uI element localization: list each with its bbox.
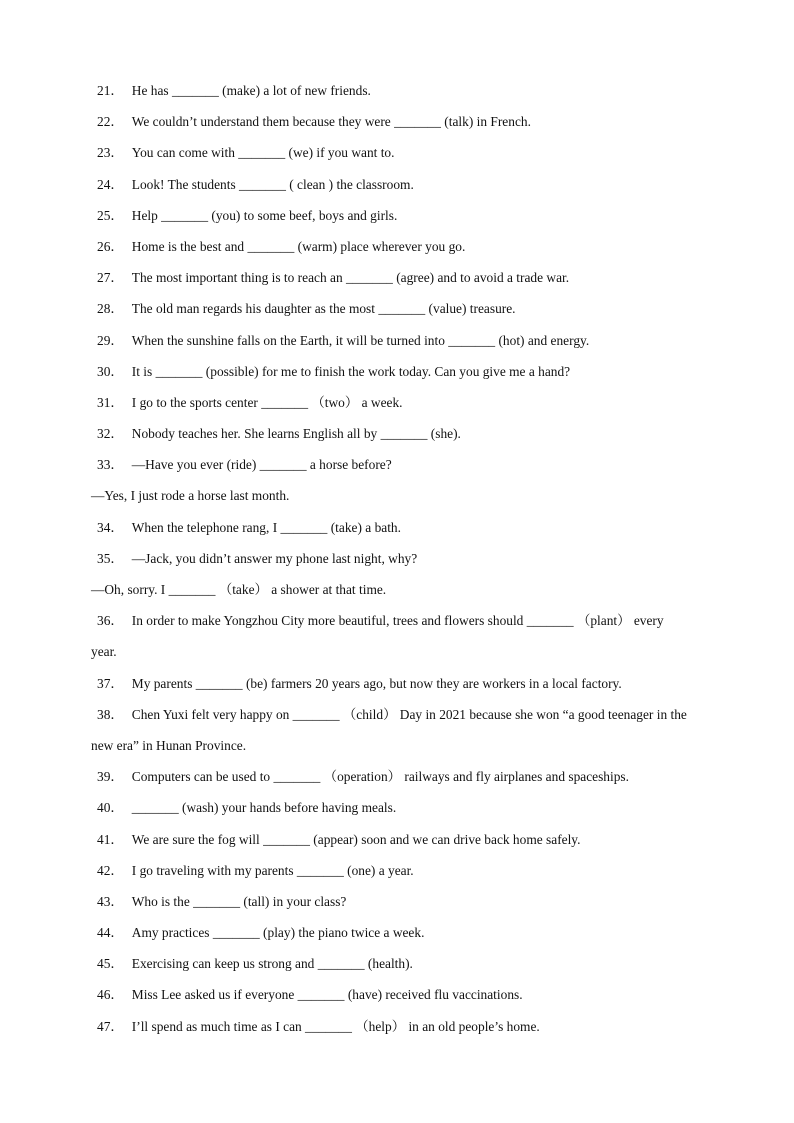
question-number: 28． (97, 301, 124, 317)
question-38-continued (0, 733, 794, 764)
question-40 (0, 795, 794, 826)
question-text: You can come with _______ (we) if you want to. (131, 145, 395, 161)
question-text: When the telephone rang, I _______ (take) a bath. (131, 519, 401, 535)
question-36-continued (0, 639, 794, 670)
question-number: 29． (97, 332, 124, 348)
question-number: 40． (97, 800, 124, 816)
question-23 (0, 140, 794, 171)
question-text: It is _______ (possible) for me to finish the work today. Can you give me a hand? (131, 363, 571, 379)
question-25 (0, 203, 794, 234)
question-22 (0, 109, 794, 140)
question-number: 25． (97, 207, 124, 223)
question-35 (0, 546, 794, 577)
question-37 (0, 671, 794, 702)
question-text: Who is the _______ (tall) in your class? (131, 893, 347, 909)
question-text: Miss Lee asked us if everyone _______ (have) received flu vaccinations. (131, 987, 523, 1003)
question-number: 22． (97, 114, 124, 130)
question-21 (0, 78, 794, 109)
question-number: 44． (97, 925, 124, 941)
question-number: 38． (97, 706, 124, 722)
question-text: Exercising can keep us strong and _______ (health). (131, 956, 413, 972)
question-number: 45． (97, 956, 124, 972)
question-number: 47． (97, 1018, 124, 1034)
question-47 (0, 1014, 794, 1045)
question-number: 30． (97, 363, 124, 379)
worksheet-page (0, 78, 794, 1045)
question-text: We couldn’t understand them because they were _______ (talk) in French. (131, 114, 531, 130)
question-number: 37． (97, 675, 124, 691)
question-46 (0, 982, 794, 1013)
question-number: 46． (97, 987, 124, 1003)
question-text: —Oh, sorry. I _______ （take） a shower at that time. (91, 582, 387, 597)
question-number: 36． (97, 613, 124, 629)
question-text: I’ll spend as much time as I can _______ （help） in an old people’s home. (131, 1018, 540, 1034)
question-text: My parents _______ (be) farmers 20 years ago, but now they are workers in a local factory. (131, 675, 622, 691)
question-number: 34． (97, 519, 124, 535)
question-31 (0, 390, 794, 421)
question-number: 32． (97, 426, 124, 442)
question-number: 23． (97, 145, 124, 161)
question-text: new era” in Hunan Province. (91, 737, 247, 753)
question-41 (0, 827, 794, 858)
question-text: Computers can be used to _______ （operation） railways and fly airplanes and spaceships. (131, 769, 629, 785)
question-number: 35． (97, 550, 124, 566)
question-33 (0, 452, 794, 483)
question-45 (0, 951, 794, 982)
question-number: 31． (97, 394, 124, 410)
question-42 (0, 858, 794, 889)
question-number: 24． (97, 176, 124, 192)
question-number: 26． (97, 238, 124, 254)
question-28 (0, 296, 794, 327)
question-text: When the sunshine falls on the Earth, it will be turned into _______ (hot) and energy. (131, 332, 590, 348)
question-text: Amy practices _______ (play) the piano twice a week. (131, 925, 425, 941)
question-text: I go traveling with my parents _______ (one) a year. (131, 862, 414, 878)
question-27 (0, 265, 794, 296)
question-number: 33． (97, 457, 124, 473)
question-29 (0, 328, 794, 359)
question-number: 21． (97, 83, 124, 98)
question-38 (0, 702, 794, 733)
question-text: He has _______ (make) a lot of new friends. (131, 83, 371, 98)
question-number: 42． (97, 862, 124, 878)
question-text: Look! The students _______ ( clean ) the classroom. (131, 176, 414, 192)
question-text: The old man regards his daughter as the most _______ (value) treasure. (131, 301, 516, 317)
question-43 (0, 889, 794, 920)
question-number: 43． (97, 893, 124, 909)
question-32 (0, 421, 794, 452)
question-text: Home is the best and _______ (warm) place wherever you go. (131, 238, 466, 254)
question-text: Chen Yuxi felt very happy on _______ （child） Day in 2021 because she won “a good teenager in the (131, 706, 687, 722)
question-text: The most important thing is to reach an _______ (agree) and to avoid a trade war. (131, 270, 570, 286)
question-39 (0, 764, 794, 795)
question-35-reply (0, 577, 794, 608)
question-24 (0, 172, 794, 203)
question-text: Nobody teaches her. She learns English all by _______ (she). (131, 426, 461, 442)
question-26 (0, 234, 794, 265)
question-30 (0, 359, 794, 390)
question-33-reply (0, 483, 794, 514)
question-text: —Jack, you didn’t answer my phone last night, why? (131, 550, 418, 566)
question-text: year. (91, 644, 117, 660)
question-text: —Have you ever (ride) _______ a horse before? (131, 457, 392, 473)
question-text: Help _______ (you) to some beef, boys and girls. (131, 207, 398, 223)
question-34 (0, 515, 794, 546)
question-36 (0, 608, 794, 639)
question-text: I go to the sports center _______ （two） a week. (131, 394, 403, 410)
question-text: In order to make Yongzhou City more beautiful, trees and flowers should _______ （plant） every (131, 613, 664, 629)
question-number: 39． (97, 769, 124, 785)
question-text: —Yes, I just rode a horse last month. (91, 488, 290, 504)
question-number: 27． (97, 270, 124, 286)
question-number: 41． (97, 831, 124, 847)
question-text: We are sure the fog will _______ (appear) soon and we can drive back home safely. (131, 831, 581, 847)
question-44 (0, 920, 794, 951)
question-text: _______ (wash) your hands before having meals. (131, 800, 397, 816)
